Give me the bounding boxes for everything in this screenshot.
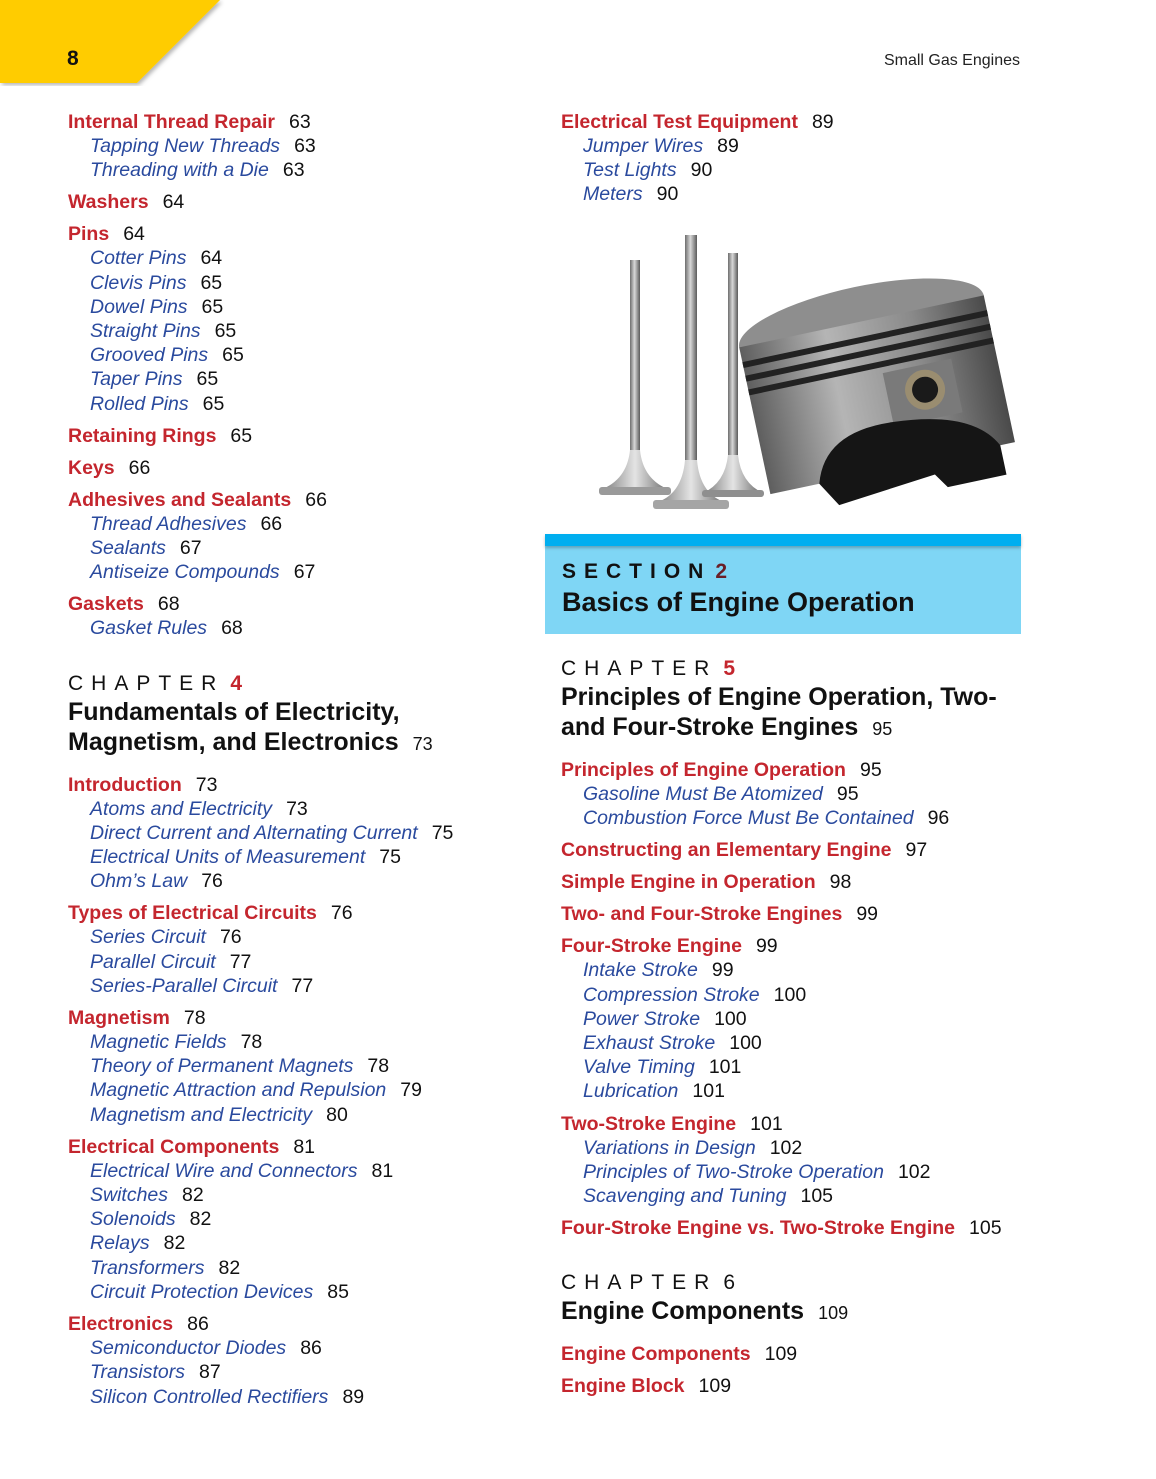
toc-subentry-title: Tapping New Threads [90,135,281,157]
toc-subentry[interactable] [68,392,528,416]
toc-subentry-title: Magnetic Fields [90,1031,227,1054]
toc-entry-title: Gaskets [68,593,144,616]
toc-entry-title: Electrical Components [68,1135,280,1158]
toc-subentry-title: Straight Pins [90,320,201,343]
page-ref: 89 [811,111,834,133]
page-ref: 99 [856,903,879,926]
toc-group-chapter-5 [561,758,1031,1240]
toc-subentry[interactable] [68,869,528,893]
page-ref: 87 [199,1361,221,1384]
toc-subentry-title: Parallel Circuit [90,950,216,973]
page-ref: 78 [183,1007,206,1030]
toc-subentry-title: Semiconductor Diodes [90,1337,287,1360]
toc-group-right-top [561,110,1031,207]
page-ref: 98 [829,871,852,894]
toc-subentry-title: Series Circuit [90,926,206,949]
toc-entry-title: Adhesives and Sealants [68,488,292,511]
chapter-label: CHAPTER [561,1271,718,1295]
toc-subentry[interactable] [68,319,528,343]
chapter-title-line[interactable]: and Four-Stroke Engines [561,713,859,741]
page-ref: 102 [897,1160,931,1183]
toc-subentry-title: Cotter Pins [90,247,187,270]
toc-subentry-title: Grooved Pins [90,344,209,367]
page-ref: 100 [714,1007,747,1030]
toc-subentry-title: Power Stroke [583,1007,701,1030]
toc-entry-title: Principles of Engine Operation [561,759,846,781]
toc-subentry[interactable] [68,925,528,949]
toc-heading-entry[interactable] [561,1374,1031,1398]
section-label: SECTION [562,560,712,583]
toc-subentry[interactable] [561,1055,1031,1079]
toc-subentry-title: Antiseize Compounds [90,561,280,584]
toc-subentry[interactable] [68,512,528,536]
toc-subentry-title: Combustion Force Must Be Contained [583,807,914,830]
toc-heading-entry[interactable] [561,758,1031,782]
toc-heading-entry[interactable] [561,934,1031,958]
page-ref: 67 [293,561,316,584]
chapter-number: 4 [230,671,243,695]
toc-subentry-title: Solenoids [90,1208,176,1231]
toc-subentry-title: Relays [90,1232,150,1255]
toc-subentry[interactable] [68,950,528,974]
toc-entry-title: Magnetism [68,1007,170,1030]
toc-subentry[interactable] [68,560,528,584]
toc-entry-title: Four-Stroke Engine [561,935,742,958]
toc-group-chapter-6 [561,1342,1031,1398]
page-corner-tab [0,0,225,83]
toc-subentry-title: Clevis Pins [90,271,187,294]
page-ref: 102 [769,1136,803,1159]
toc-subentry[interactable] [561,1007,1031,1031]
page-ref: 86 [300,1337,322,1360]
toc-heading-entry[interactable] [68,592,528,616]
toc-subentry-title: Valve Timing [583,1056,695,1079]
toc-heading-entry[interactable] [68,773,528,797]
section-banner-bar [545,534,1021,546]
chapter-number: 6 [723,1271,736,1295]
toc-subentry[interactable] [68,1159,528,1183]
toc-subentry[interactable] [68,1256,528,1280]
toc-subentry-title: Magnetism and Electricity [90,1103,313,1126]
toc-entry-title: Introduction [68,773,182,796]
toc-subentry[interactable] [561,806,1031,830]
page-ref: 100 [729,1032,762,1055]
toc-heading-entry[interactable] [68,901,528,925]
toc-subentry[interactable] [561,1160,1031,1184]
page-ref: 85 [327,1280,349,1303]
page-ref: 99 [711,959,734,982]
toc-subentry-title: Transistors [90,1361,185,1384]
page-ref: 109 [818,1303,849,1324]
page-ref: 105 [969,1217,1002,1240]
toc-subentry[interactable] [561,1136,1031,1160]
toc-subentry-title: Thread Adhesives [90,512,247,535]
toc-subentry-title: Test Lights [583,159,677,182]
page-ref: 81 [293,1135,316,1158]
page-ref: 95 [872,719,893,739]
page-ref: 65 [200,271,223,294]
page-ref: 89 [717,135,739,157]
page-ref: 65 [222,344,244,367]
toc-subentry[interactable] [68,1030,528,1054]
toc-subentry-title: Direct Current and Alternating Current [90,821,418,844]
chapter-6-heading [561,1270,1031,1328]
toc-subentry-title: Jumper Wires [583,135,704,157]
toc-subentry[interactable] [68,1385,528,1409]
toc-subentry[interactable] [68,367,528,391]
toc-subentry-title: Variations in Design [583,1136,756,1159]
toc-entry-title: Simple Engine in Operation [561,871,816,894]
toc-subentry-title: Series-Parallel Circuit [90,974,278,997]
toc-subentry[interactable] [68,536,528,560]
section-banner [545,534,1021,634]
toc-subentry[interactable] [68,271,528,295]
page-ref: 65 [202,392,225,415]
toc-subentry[interactable] [68,158,528,182]
page-ref: 68 [157,593,180,616]
toc-subentry[interactable] [68,295,528,319]
toc-subentry[interactable] [561,1031,1031,1055]
toc-heading-entry[interactable] [68,1006,528,1030]
toc-heading-entry[interactable] [561,1342,1031,1366]
toc-subentry-title: Atoms and Electricity [90,797,273,820]
page-ref: 97 [905,839,928,862]
toc-subentry-title: Scavenging and Tuning [583,1185,787,1208]
toc-subentry[interactable] [68,343,528,367]
toc-subentry-title: Silicon Controlled Rectifiers [90,1385,329,1408]
toc-heading-entry[interactable] [68,190,528,214]
page-ref: 82 [163,1232,186,1255]
page-ref: 65 [196,368,219,391]
chapter-4-heading [68,671,528,759]
page-ref: 80 [326,1103,348,1126]
page-ref: 109 [698,1375,732,1398]
page-ref: 64 [162,191,185,214]
toc-entry-title: Engine Block [561,1375,685,1398]
page-ref: 76 [219,926,242,949]
toc-subentry[interactable] [68,797,528,821]
toc-subentry-title: Meters [583,183,643,206]
toc-subentry-title: Switches [90,1184,169,1207]
toc-subentry-title: Principles of Two-Stroke Operation [583,1160,884,1183]
toc-subentry-title: Lubrication [583,1080,679,1103]
toc-right-column-bottom [561,656,1031,1398]
chapter-label: CHAPTER [68,671,225,695]
page-ref: 63 [294,135,316,157]
toc-entry-title: Electronics [68,1313,174,1336]
page-ref: 75 [379,846,401,869]
toc-subentry[interactable] [561,958,1031,982]
chapter-number: 5 [723,657,736,680]
toc-subentry-title: Dowel Pins [90,295,188,318]
toc-heading-entry[interactable] [561,838,1031,862]
page-ref: 76 [330,902,353,925]
toc-subentry[interactable] [561,134,1031,158]
toc-subentry[interactable] [68,1336,528,1360]
toc-subentry[interactable] [68,974,528,998]
toc-heading-entry[interactable] [68,222,528,246]
valves-and-piston-photo [585,225,1025,515]
page-ref: 90 [690,159,713,182]
page-ref: 100 [773,983,807,1006]
page-ref: 66 [305,488,327,511]
page-ref: 68 [221,617,243,640]
toc-heading-entry[interactable] [68,456,528,480]
toc-entry-title: Two-Stroke Engine [561,1112,737,1135]
toc-subentry-title: Taper Pins [90,368,183,391]
toc-subentry-title: Electrical Wire and Connectors [90,1159,358,1182]
toc-subentry[interactable] [561,782,1031,806]
toc-group-left-top [68,110,528,641]
page-ref: 95 [836,783,859,805]
page-ref: 99 [755,935,778,958]
page-ref: 76 [201,870,223,893]
toc-entry-title: Keys [68,456,115,479]
page-ref: 63 [282,159,305,182]
page-ref: 101 [708,1056,742,1079]
toc-entry-title: Engine Components [561,1343,751,1366]
toc-subentry-title: Circuit Protection Devices [90,1280,314,1303]
toc-subentry[interactable] [68,246,528,270]
toc-subentry[interactable] [68,821,528,845]
toc-entry-title: Pins [68,223,110,246]
toc-subentry-title: Exhaust Stroke [583,1032,716,1055]
toc-entry-title: Two- and Four-Stroke Engines [561,903,843,926]
toc-left-column [68,110,528,1409]
toc-subentry[interactable] [561,1079,1031,1103]
page-ref: 82 [218,1256,241,1279]
chapter-title[interactable]: Engine Components [561,1297,805,1326]
section-number: 2 [715,560,728,583]
page-ref: 66 [260,512,283,535]
page-ref: 101 [692,1080,725,1103]
page-ref: 89 [342,1385,365,1408]
page-ref: 82 [182,1184,204,1207]
chapter-title-line[interactable]: Magnetism, and Electronics [68,727,399,756]
running-head: Small Gas Engines [883,52,1020,69]
toc-right-column-top [561,110,1031,207]
page-ref: 73 [195,773,218,796]
toc-entry-title: Retaining Rings [68,424,217,447]
toc-subentry[interactable] [68,1103,528,1127]
page-ref: 65 [201,295,224,318]
page-ref: 81 [371,1159,394,1182]
toc-heading-entry[interactable] [68,424,528,448]
toc-subentry[interactable] [68,1231,528,1255]
toc-subentry[interactable] [68,1207,528,1231]
toc-subentry[interactable] [68,1183,528,1207]
toc-heading-entry[interactable] [561,1216,1031,1240]
toc-subentry[interactable] [561,182,1031,206]
page-ref: 96 [927,807,950,830]
chapter-label: CHAPTER [561,657,718,680]
page-ref: 64 [200,247,223,270]
page-ref: 77 [291,974,314,997]
toc-subentry-title: Intake Stroke [583,959,698,982]
toc-entry-title: Internal Thread Repair [68,111,275,133]
page-ref: 67 [179,537,202,560]
toc-entry-title: Four-Stroke Engine vs. Two-Stroke Engine [561,1217,956,1240]
page-ref: 105 [800,1185,834,1208]
page-ref: 78 [240,1031,263,1054]
page-ref: 78 [367,1055,390,1078]
page-ref: 77 [229,950,252,973]
toc-entry-title: Constructing an Elementary Engine [561,839,892,862]
section-title[interactable]: Basics of Engine Operation [562,587,915,617]
toc-subentry[interactable] [68,1078,528,1102]
page-ref: 73 [412,733,433,754]
toc-heading-entry[interactable] [561,902,1031,926]
page-ref: 73 [286,797,308,820]
toc-subentry[interactable] [68,1054,528,1078]
toc-subentry[interactable] [561,1184,1031,1208]
toc-subentry-title: Transformers [90,1256,205,1279]
toc-entry-title: Types of Electrical Circuits [68,902,317,925]
toc-subentry-title: Theory of Permanent Magnets [90,1055,354,1078]
toc-heading-entry[interactable] [561,870,1031,894]
page-ref: 65 [230,424,253,447]
toc-subentry-title: Sealants [90,537,166,560]
page-ref: 79 [400,1079,422,1102]
toc-entry-title: Washers [68,191,149,214]
toc-heading-entry[interactable] [68,1312,528,1336]
toc-group-chapter-4 [68,773,528,1409]
toc-subentry[interactable] [68,1360,528,1384]
toc-subentry-title: Rolled Pins [90,392,189,415]
toc-subentry-title: Threading with a Die [90,159,269,182]
page-ref: 82 [189,1208,212,1231]
page-ref: 65 [214,320,237,343]
toc-subentry-title: Ohm’s Law [90,870,188,893]
toc-subentry-title: Gasket Rules [90,617,208,640]
toc-heading-entry[interactable] [561,1112,1031,1136]
page-number: 8 [67,47,79,70]
page-ref: 66 [128,456,151,479]
chapter-title-line[interactable]: Principles of Engine Operation, Two- [561,683,997,711]
chapter-title-line[interactable]: Fundamentals of Electricity, [68,697,400,726]
page-ref: 90 [656,183,679,206]
page-ref: 86 [187,1313,209,1336]
toc-heading-entry[interactable] [68,110,528,134]
page-ref: 101 [750,1112,783,1135]
toc-subentry-title: Compression Stroke [583,983,760,1006]
page-ref: 64 [123,223,145,246]
page-ref: 109 [764,1343,798,1366]
toc-subentry[interactable] [68,1280,528,1304]
toc-heading-entry[interactable] [68,488,528,512]
toc-subentry-title: Gasoline Must Be Atomized [583,783,823,805]
toc-subentry[interactable] [68,845,528,869]
toc-heading-entry[interactable] [561,110,1031,134]
page-ref: 95 [859,759,882,781]
toc-heading-entry[interactable] [68,1135,528,1159]
page-ref: 75 [431,821,454,844]
toc-subentry[interactable] [561,158,1031,182]
toc-subentry-title: Magnetic Attraction and Repulsion [90,1079,387,1102]
toc-subentry[interactable] [68,616,528,640]
chapter-5-heading [561,656,1031,744]
toc-subentry[interactable] [68,134,528,158]
page-ref: 63 [288,111,311,133]
toc-subentry[interactable] [561,983,1031,1007]
toc-subentry-title: Electrical Units of Measurement [90,846,366,869]
toc-entry-title: Electrical Test Equipment [561,111,798,133]
